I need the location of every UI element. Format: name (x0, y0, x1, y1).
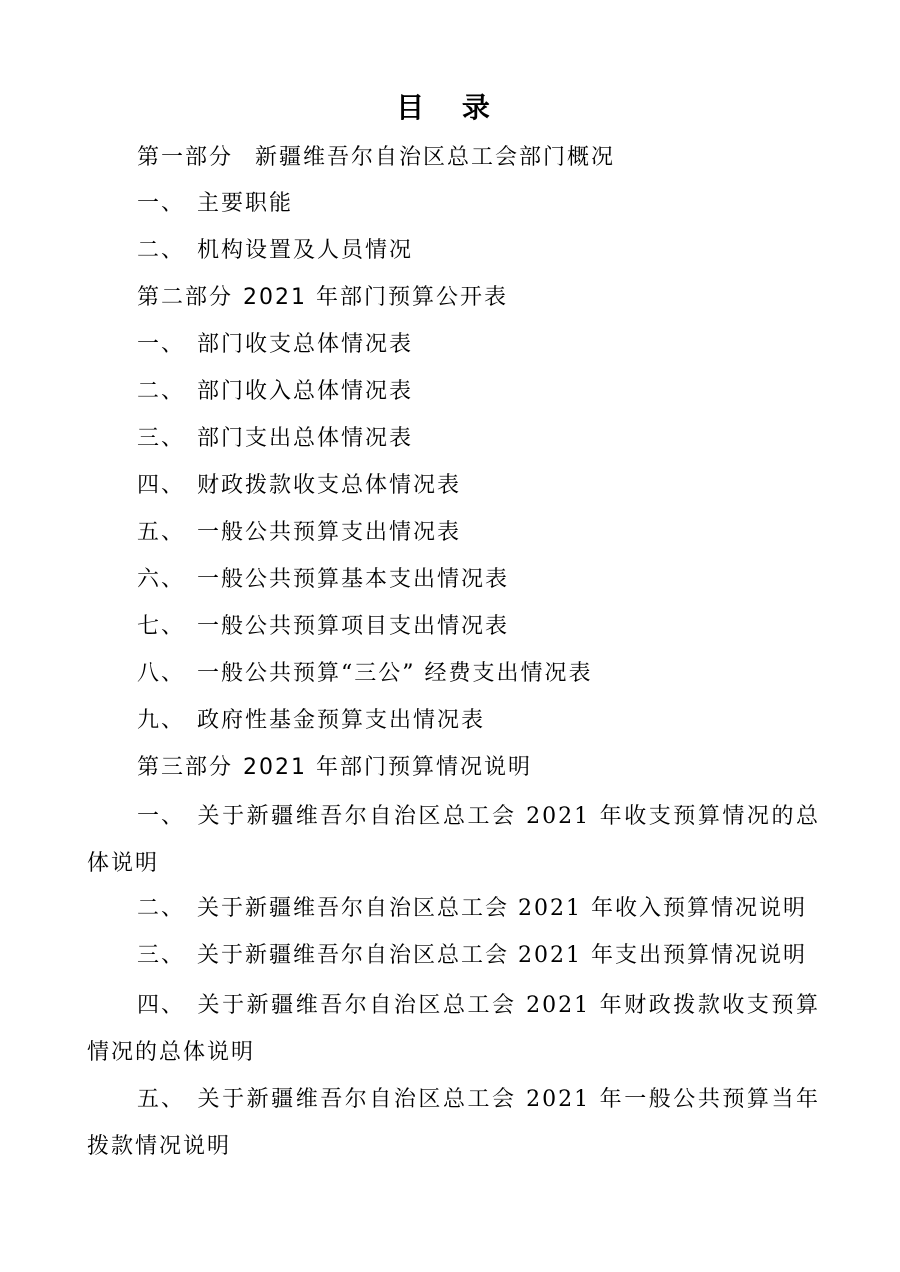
toc-item (137, 236, 413, 266)
toc-item-number: 四、 (137, 993, 186, 1018)
toc-item (137, 189, 293, 219)
toc-item-number: 一、 (137, 191, 186, 216)
toc-item-number: 五、 (137, 520, 186, 545)
part3-heading (137, 753, 532, 783)
toc-item-number: 二、 (137, 238, 186, 263)
toc-item (137, 612, 509, 642)
toc-item (137, 377, 413, 407)
toc-item-text: 机构设置及人员情况 (197, 238, 414, 263)
part3-title: 2021 年部门预算情况说明 (243, 755, 532, 780)
toc-item (137, 941, 807, 971)
toc-item-text: 一般公共预算“三公” 经费支出情况表 (197, 661, 593, 686)
toc-item-text: 一般公共预算项目支出情况表 (197, 614, 510, 639)
toc-item-number: 九、 (137, 708, 186, 733)
part2-label: 第二部分 (137, 285, 234, 310)
toc-item-text: 关于新疆维吾尔自治区总工会 2021 年收支预算情况的总体说明 (87, 804, 820, 876)
toc-item-number: 二、 (137, 379, 186, 404)
toc-item-number: 六、 (137, 567, 186, 592)
toc-item-text: 一般公共预算支出情况表 (197, 520, 462, 545)
toc-item (87, 793, 820, 887)
toc-item (87, 1076, 820, 1170)
part3-label: 第三部分 (137, 755, 234, 780)
toc-item-text: 关于新疆维吾尔自治区总工会 2021 年支出预算情况说明 (197, 943, 807, 968)
toc-item-text: 财政拨款收支总体情况表 (197, 473, 462, 498)
toc-item-text: 政府性基金预算支出情况表 (197, 708, 486, 733)
toc-item-number: 二、 (137, 896, 186, 921)
toc-item-number: 一、 (137, 804, 186, 829)
toc-item (137, 894, 807, 924)
toc-item-number: 三、 (137, 943, 186, 968)
toc-item (137, 659, 593, 689)
toc-item (87, 982, 820, 1076)
toc-item-number: 一、 (137, 332, 186, 357)
part1-heading (137, 143, 615, 173)
toc-item-text: 部门收入总体情况表 (197, 379, 414, 404)
toc-item (137, 706, 485, 736)
part2-heading (137, 283, 508, 313)
page-title: 目 录 (396, 91, 504, 124)
toc-item-text: 一般公共预算基本支出情况表 (197, 567, 510, 592)
toc-item-text: 部门支出总体情况表 (197, 426, 414, 451)
toc-item (137, 424, 413, 454)
toc-item-number: 三、 (137, 426, 186, 451)
toc-item-text: 关于新疆维吾尔自治区总工会 2021 年财政拨款收支预算情况的总体说明 (87, 993, 820, 1065)
toc-item-number: 八、 (137, 661, 186, 686)
toc-item-text: 部门收支总体情况表 (197, 332, 414, 357)
toc-item-number: 五、 (137, 1087, 186, 1112)
toc-item-number: 七、 (137, 614, 186, 639)
toc-item (137, 518, 461, 548)
part1-title: 新疆维吾尔自治区总工会部门概况 (255, 145, 616, 170)
toc-item-text: 关于新疆维吾尔自治区总工会 2021 年一般公共预算当年拨款情况说明 (87, 1087, 820, 1159)
toc-item-text: 关于新疆维吾尔自治区总工会 2021 年收入预算情况说明 (197, 896, 807, 921)
toc-item-text: 主要职能 (197, 191, 294, 216)
part2-title: 2021 年部门预算公开表 (243, 285, 508, 310)
toc-item (137, 471, 461, 501)
part1-label: 第一部分 (137, 145, 234, 170)
toc-item-number: 四、 (137, 473, 186, 498)
toc-item (137, 330, 413, 360)
toc-item (137, 565, 509, 595)
